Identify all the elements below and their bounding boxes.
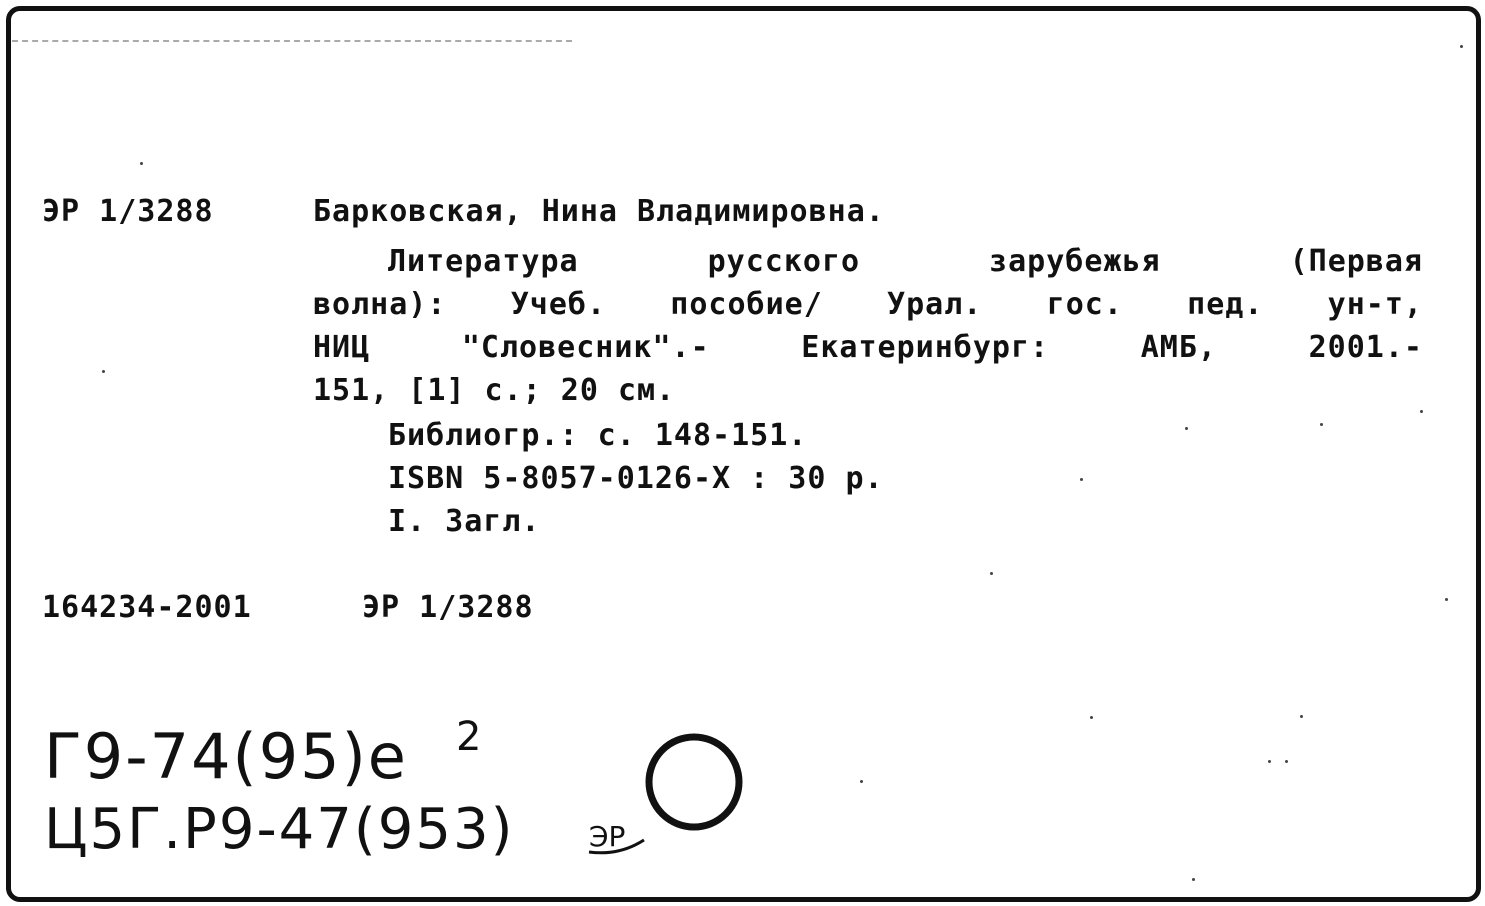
title-line: волна): Учеб. пособие/ Урал. гос. пед. ун-т, [313,287,1423,322]
speck [1285,760,1288,763]
speck [1320,423,1323,426]
speck [140,162,143,165]
speck [1300,715,1303,718]
bibliography-note: Библиогр.: с. 148-151. [388,418,808,453]
title-line: НИЦ "Словесник".- Екатеринбург: АМБ, 2001.- [313,330,1423,365]
handwritten-suffix: ЭР [589,820,626,853]
speck [1268,760,1271,763]
shelfmark: ЭР 1/3288 [42,194,214,229]
speck [1460,45,1463,48]
handwritten-line-2: Ц5Г.Р9-47(953) [44,797,515,862]
speck [1192,878,1195,881]
shelfmark-repeat: ЭР 1/3288 [362,590,534,625]
isbn-price: ISBN 5-8057-0126-X : 30 р. [388,461,884,496]
speck [1090,716,1093,719]
punch-hole-circle [649,737,739,827]
title-line: Литература русского зарубежья (Первая [388,244,1423,279]
physical-description: 151, [1] с.; 20 см. [313,373,676,408]
title-tracing: I. Загл. [388,504,541,539]
handwritten-superscript: 2 [456,714,482,760]
author-heading: Барковская, Нина Владимировна. [313,194,885,229]
speck [860,780,863,783]
speck [1080,478,1083,481]
handwritten-classification [44,700,804,870]
speck [102,370,105,373]
speck [990,572,993,575]
handwritten-line-1: Г9-74(95)е [44,720,408,793]
top-dashed-rule [12,40,572,42]
accession-number: 164234-2001 [42,590,252,625]
speck [1445,598,1448,601]
speck [1185,427,1188,430]
speck [1420,410,1423,413]
